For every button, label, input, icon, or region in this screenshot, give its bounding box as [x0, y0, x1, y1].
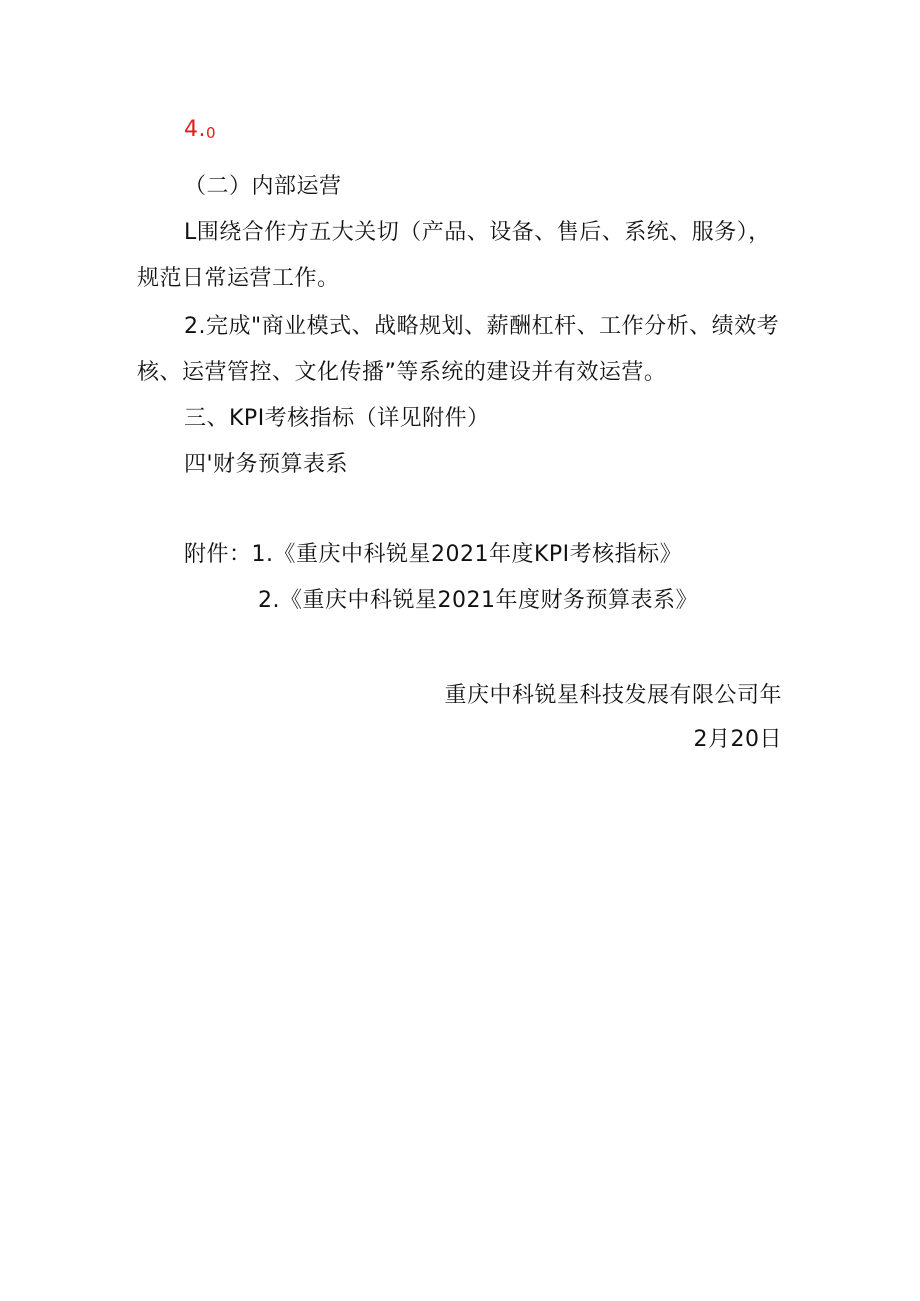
- paragraph-2-line-2: 核、运营管控、文化传播”等系统的建设并有效运营。: [137, 360, 667, 385]
- section-internal-ops: （二）内部运营: [184, 174, 342, 199]
- paragraph-1-line-1: L围绕合作方五大关切（产品、设备、售后、系统、服务），: [184, 220, 771, 245]
- section-budget: 四'财务预算表系: [184, 452, 349, 477]
- item-4-number: [184, 115, 216, 148]
- paragraph-2-line-1: 2.完成"商业模式、战略规划、薪酬杠杆、工作分析、绩效考: [184, 314, 780, 339]
- section-kpi: 三、KPI考核指标（详见附件）: [184, 406, 490, 431]
- attachment-line-2: 2.《重庆中科锐星2021年度财务预算表系》: [258, 588, 698, 613]
- signature-company: 重庆中科锐星科技发展有限公司年: [444, 683, 782, 708]
- item-4-number-text: 4.: [184, 117, 206, 142]
- item-4-suffix: 0: [206, 124, 217, 142]
- paragraph-1-line-2: 规范日常运营工作。: [137, 266, 340, 291]
- signature-date: 2月20日: [693, 727, 782, 752]
- attachment-line-1: 附件：1.《重庆中科锐星2021年度KPI考核指标》: [184, 542, 683, 567]
